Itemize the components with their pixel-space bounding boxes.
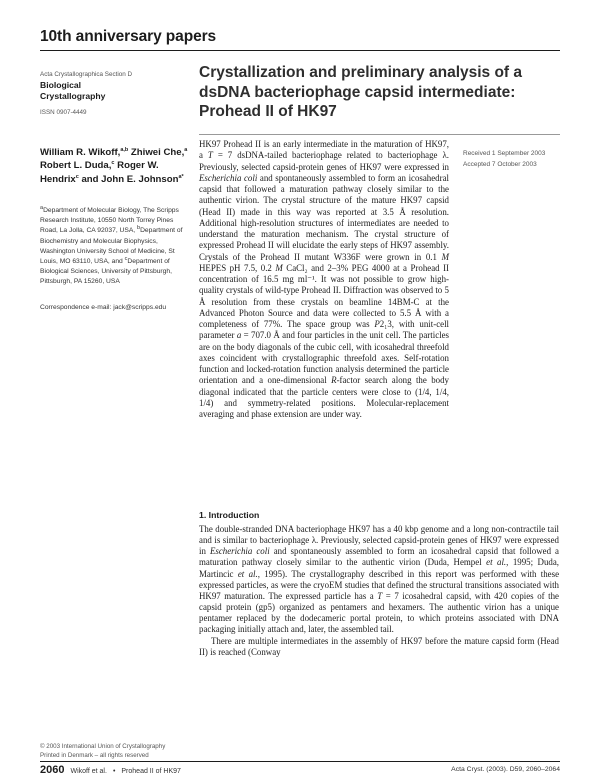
abstract-text: a — [236, 330, 242, 341]
date-accepted: Accepted 7 October 2003 — [463, 161, 537, 168]
section-heading-introduction: 1. Introduction — [199, 510, 260, 520]
abstract-text: R — [331, 375, 337, 386]
title-rule — [199, 134, 560, 135]
intro-text: et al. — [486, 557, 507, 568]
copyright-notice — [40, 742, 190, 760]
printed-line: Printed in Denmark – all rights reserved — [40, 752, 149, 759]
intro-text: , 1995). The crystallography described in this report was performed with these expressed particles, as were the cryoEM studies that defined the structural transitions associated with HK97 maturation. The expressed particle has a — [199, 568, 560, 601]
author-name: Robert L. Duda, — [40, 160, 112, 172]
journal-name-line2: Crystallography — [40, 90, 106, 101]
abstract-text: -factor search along the body diagonal indicated that the particle centers were close to (1/4, 1/4, 1/4) and symmetry-related positions. Molecular-replacement averaging and phase extension are under way. — [199, 375, 449, 419]
author-name: Roger W. Hendrix — [40, 160, 159, 185]
footer-left — [40, 764, 181, 776]
bottom-rule — [40, 761, 560, 762]
correspondence-email: Correspondence e-mail: jack@scripps.edu — [40, 304, 167, 311]
affiliation-text: Department of Molecular Biology, The Scripps Research Institute, 10550 North Torrey Pines Road, La Jolla, CA 92037, USA, — [40, 207, 179, 235]
abstract-text: HEPES pH 7.5, 0.2 — [199, 262, 276, 273]
abstract-text: M — [275, 262, 283, 273]
journal-citation: Acta Cryst. (2003). D59, 2060–2064 — [451, 766, 560, 773]
running-title: Prohead II of HK97 — [121, 768, 181, 775]
intro-text: , 1995; Duda, Martincic — [199, 557, 559, 579]
intro-paragraph — [199, 636, 559, 658]
author-list — [40, 146, 190, 186]
abstract-text: = 7 dsDNA-tailed bacteriophage related to bacteriophage λ. Previously, selected capsid-protein genes of HK97 were expressed in — [199, 150, 449, 172]
abstract — [199, 139, 449, 420]
affiliation-mark: b — [137, 225, 141, 232]
intro-text: T — [377, 590, 383, 601]
author-name: Zhiwei Che, — [128, 147, 185, 158]
intro-paragraph — [199, 524, 559, 636]
author-name: William R. Wikoff, — [40, 147, 121, 158]
author-affiliation-mark: c — [75, 173, 79, 180]
journal-block — [40, 69, 190, 118]
page-number: 2060 — [40, 764, 65, 776]
running-authors: Wikoff et al. — [70, 768, 107, 775]
author-affiliation-mark: c — [111, 160, 115, 167]
author-affiliation-mark: a — [184, 146, 188, 153]
intro-text: = 7 icosahedral capsid, with 420 copies of the capsid protein (gp5) organized as pentamers and hexamers. The authentic virion has a unique pentamer replaced by the dodecameric portal protein, to which proteins associated with DNA packaging initially attach and, later, the assembled tail. — [199, 590, 559, 635]
abstract-text: = 707.0 Å and four particles in the unit cell. The particles are on the body diagonals of the cubic cell, with icosahedral threefold axes coincident with crystallographic threefold axes. Self-rotation function and locked-rotation function analysis determined the particle orientation and a one-dimensional — [199, 330, 449, 386]
date-received: Received 1 September 2003 — [463, 150, 546, 157]
journal-name-line1: Biological — [40, 80, 82, 90]
affiliation-text: Department of Biochemistry and Molecular Biophysics, Washington University School of Medicine, St Louis, MO 63110, USA, and — [40, 227, 183, 266]
abstract-text: M — [441, 251, 449, 262]
abstract-text: and spontaneously assembled to form an icosahedral capsid that followed a maturation pathway closely similar to the authentic virion. The crystal structure of the mature HK97 capsid (Head II) made in this way was reported at 3.5 Å resolution. Additional high-resolution structures of intermediates are needed to understand the maturation mechanism. The crystal structure of expressed Prohead II will elucidate the early steps of HK97 assembly. Crystals of the Prohead II mutant W336F were grown in 0.1 — [199, 172, 449, 262]
intro-text: and spontaneously assembled to form an icosahedral capsid that followed a maturation pathway closely similar to the authentic virion (Duda, Hempel — [199, 546, 559, 568]
top-rule — [40, 50, 560, 51]
introduction-body — [199, 524, 559, 658]
affiliation-mark: a — [40, 204, 44, 211]
affiliations — [40, 206, 188, 288]
journal-section: Acta Crystallographica Section D — [40, 71, 133, 78]
intro-text: The double-stranded DNA bacteriophage HK97 has a 40 kbp genome and a long non-contractile tail and is similar to bacteriophage λ. Previously, selected capsid-protein genes of HK97 were expressed in — [199, 524, 559, 557]
abstract-text: P — [374, 319, 380, 329]
abstract-text: CaCl₂ and 2–3% PEG 4000 at a Prohead II concentration of 16.5 mg ml⁻¹. It was not possible to grow high-quality crystals of wild-type Prohead II. Diffraction was observed to 5 Å resolution from these crystals on beamline 14BM-C at the Advanced Photon Source and data were collected to 5.5 Å with a completeness of 77%. The space group was — [199, 262, 449, 329]
author-affiliation-mark: a,b — [120, 146, 129, 153]
footer-separator: • — [112, 768, 116, 775]
abstract-text: Escherichia coli — [199, 172, 258, 183]
abstract-text: T — [207, 150, 213, 161]
author-name: and John E. Johnson — [78, 173, 179, 185]
intro-text: Escherichia coli — [209, 546, 270, 557]
copyright-line: © 2003 International Union of Crystallography — [40, 743, 166, 750]
author-affiliation-mark: a* — [178, 173, 184, 180]
affiliation-mark: c — [124, 255, 128, 262]
issn: ISSN 0907-4449 — [40, 109, 87, 116]
abstract-text: HK97 Prohead II is an early intermediate in the maturation of HK97, a — [199, 139, 449, 161]
article-title: Crystallization and preliminary analysis of a dsDNA bacteriophage capsid intermediate: Prohead II of HK97 — [199, 64, 523, 120]
affiliation-text: Department of Biological Sciences, University of Pittsburgh, Pittsburgh, PA 15260, USA — [40, 258, 172, 286]
section-banner: 10th anniversary papers — [40, 28, 217, 45]
intro-text: et al. — [237, 568, 258, 579]
abstract-text: 2₁3, with unit-cell parameter — [199, 319, 449, 341]
dates-block — [463, 148, 563, 170]
intro-text: There are multiple intermediates in the assembly of HK97 before the mature capsid form (Head II) is reached (Conway — [199, 635, 559, 657]
